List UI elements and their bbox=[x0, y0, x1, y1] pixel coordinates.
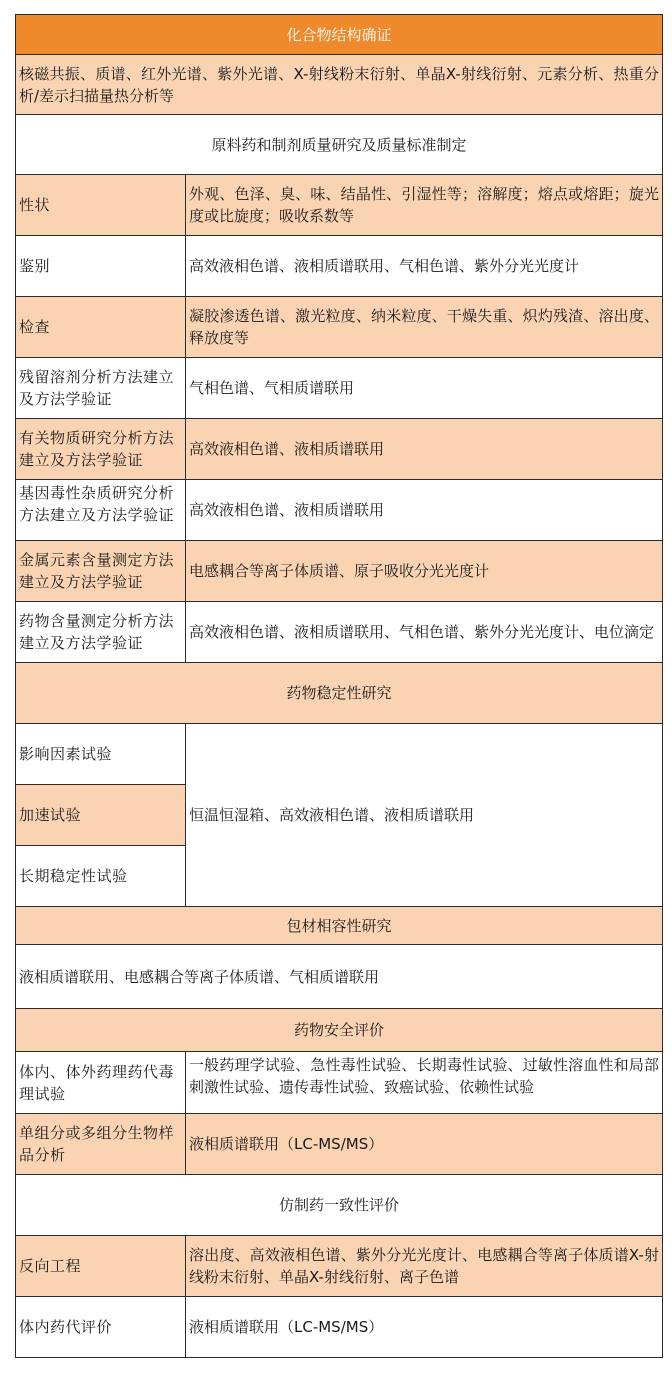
table-row bbox=[16, 1236, 663, 1297]
table-row bbox=[16, 1052, 663, 1114]
row-value: 高效液相色谱、液相质谱联用 bbox=[186, 419, 663, 480]
table-row bbox=[16, 1114, 663, 1175]
table-row bbox=[16, 175, 663, 236]
section-content-row bbox=[16, 55, 663, 115]
row-value: 外观、色泽、臭、味、结晶性、引湿性等；溶解度；熔点或熔距；旋光度或比旋度；吸收系数等 bbox=[186, 175, 663, 236]
row-label: 金属元素含量测定方法建立及方法学验证 bbox=[16, 541, 186, 602]
table-row bbox=[16, 358, 663, 419]
row-value: 液相质谱联用（LC-MS/MS） bbox=[186, 1114, 663, 1175]
row-value: 气相色谱、气相质谱联用 bbox=[186, 358, 663, 419]
section-header-quality bbox=[16, 115, 663, 175]
table-row bbox=[16, 236, 663, 297]
section-title: 仿制药一致性评价 bbox=[16, 1175, 663, 1236]
row-label: 药物含量测定分析方法建立及方法学验证 bbox=[16, 602, 186, 663]
row-label: 性状 bbox=[16, 175, 186, 236]
row-value: 高效液相色谱、液相质谱联用 bbox=[186, 480, 663, 541]
table-row bbox=[16, 419, 663, 480]
section-title: 包材相容性研究 bbox=[16, 907, 663, 945]
row-label: 检查 bbox=[16, 297, 186, 358]
section-header-structure bbox=[16, 15, 663, 55]
section-header-generic bbox=[16, 1175, 663, 1236]
services-table bbox=[15, 14, 663, 1358]
row-label: 残留溶剂分析方法建立及方法学验证 bbox=[16, 358, 186, 419]
row-value: 高效液相色谱、液相质谱联用、气相色谱、紫外分光光度计 bbox=[186, 236, 663, 297]
row-label: 加速试验 bbox=[16, 785, 186, 846]
table-row bbox=[16, 724, 663, 785]
section-header-packaging bbox=[16, 907, 663, 945]
section-header-stability bbox=[16, 663, 663, 724]
table-row bbox=[16, 297, 663, 358]
section-title: 化合物结构确证 bbox=[16, 15, 663, 55]
row-label: 长期稳定性试验 bbox=[16, 846, 186, 907]
row-label: 鉴别 bbox=[16, 236, 186, 297]
row-label: 单组分或多组分生物样品分析 bbox=[16, 1114, 186, 1175]
row-value: 高效液相色谱、液相质谱联用、气相色谱、紫外分光光度计、电位滴定 bbox=[186, 602, 663, 663]
section-title: 原料药和制剂质量研究及质量标准制定 bbox=[16, 115, 663, 175]
section-content: 核磁共振、质谱、红外光谱、紫外光谱、X-射线粉末衍射、单晶X-射线衍射、元素分析、热重分析/差示扫描量热分析等 bbox=[16, 55, 663, 115]
row-label: 影响因素试验 bbox=[16, 724, 186, 785]
row-value: 液相质谱联用（LC-MS/MS） bbox=[186, 1297, 663, 1358]
row-value bbox=[186, 1052, 663, 1114]
row-label: 体内药代评价 bbox=[16, 1297, 186, 1358]
row-value: 恒温恒湿箱、高效液相色谱、液相质谱联用 bbox=[186, 724, 663, 907]
table-row bbox=[16, 1297, 663, 1358]
section-header-safety bbox=[16, 1009, 663, 1052]
section-title: 药物稳定性研究 bbox=[16, 663, 663, 724]
row-label bbox=[16, 480, 186, 541]
row-value: 电感耦合等离子体质谱、原子吸收分光光度计 bbox=[186, 541, 663, 602]
section-content-row bbox=[16, 945, 663, 1009]
row-label: 体内、体外药理药代毒理试验 bbox=[16, 1052, 186, 1114]
row-label: 有关物质研究分析方法建立及方法学验证 bbox=[16, 419, 186, 480]
section-content: 液相质谱联用、电感耦合等离子体质谱、气相质谱联用 bbox=[16, 945, 663, 1009]
section-title: 药物安全评价 bbox=[16, 1009, 663, 1052]
table-row bbox=[16, 541, 663, 602]
row-label-text: 基因毒性杂质研究分析方法建立及方法学验证 bbox=[19, 484, 175, 524]
row-value: 凝胶渗透色谱、激光粒度、纳米粒度、干燥失重、炽灼残渣、溶出度、释放度等 bbox=[186, 297, 663, 358]
row-value-text: 一般药理学试验、急性毒性试验、长期毒性试验、过敏性溶血性和局部刺激性试验、遗传毒性试验、致癌试验、依赖性试验 bbox=[189, 1055, 660, 1096]
table-row bbox=[16, 602, 663, 663]
table-row bbox=[16, 480, 663, 541]
row-label: 反向工程 bbox=[16, 1236, 186, 1297]
row-value: 溶出度、高效液相色谱、紫外分光光度计、电感耦合等离子体质谱X-射线粉末衍射、单晶X-射线衍射、离子色谱 bbox=[186, 1236, 663, 1297]
